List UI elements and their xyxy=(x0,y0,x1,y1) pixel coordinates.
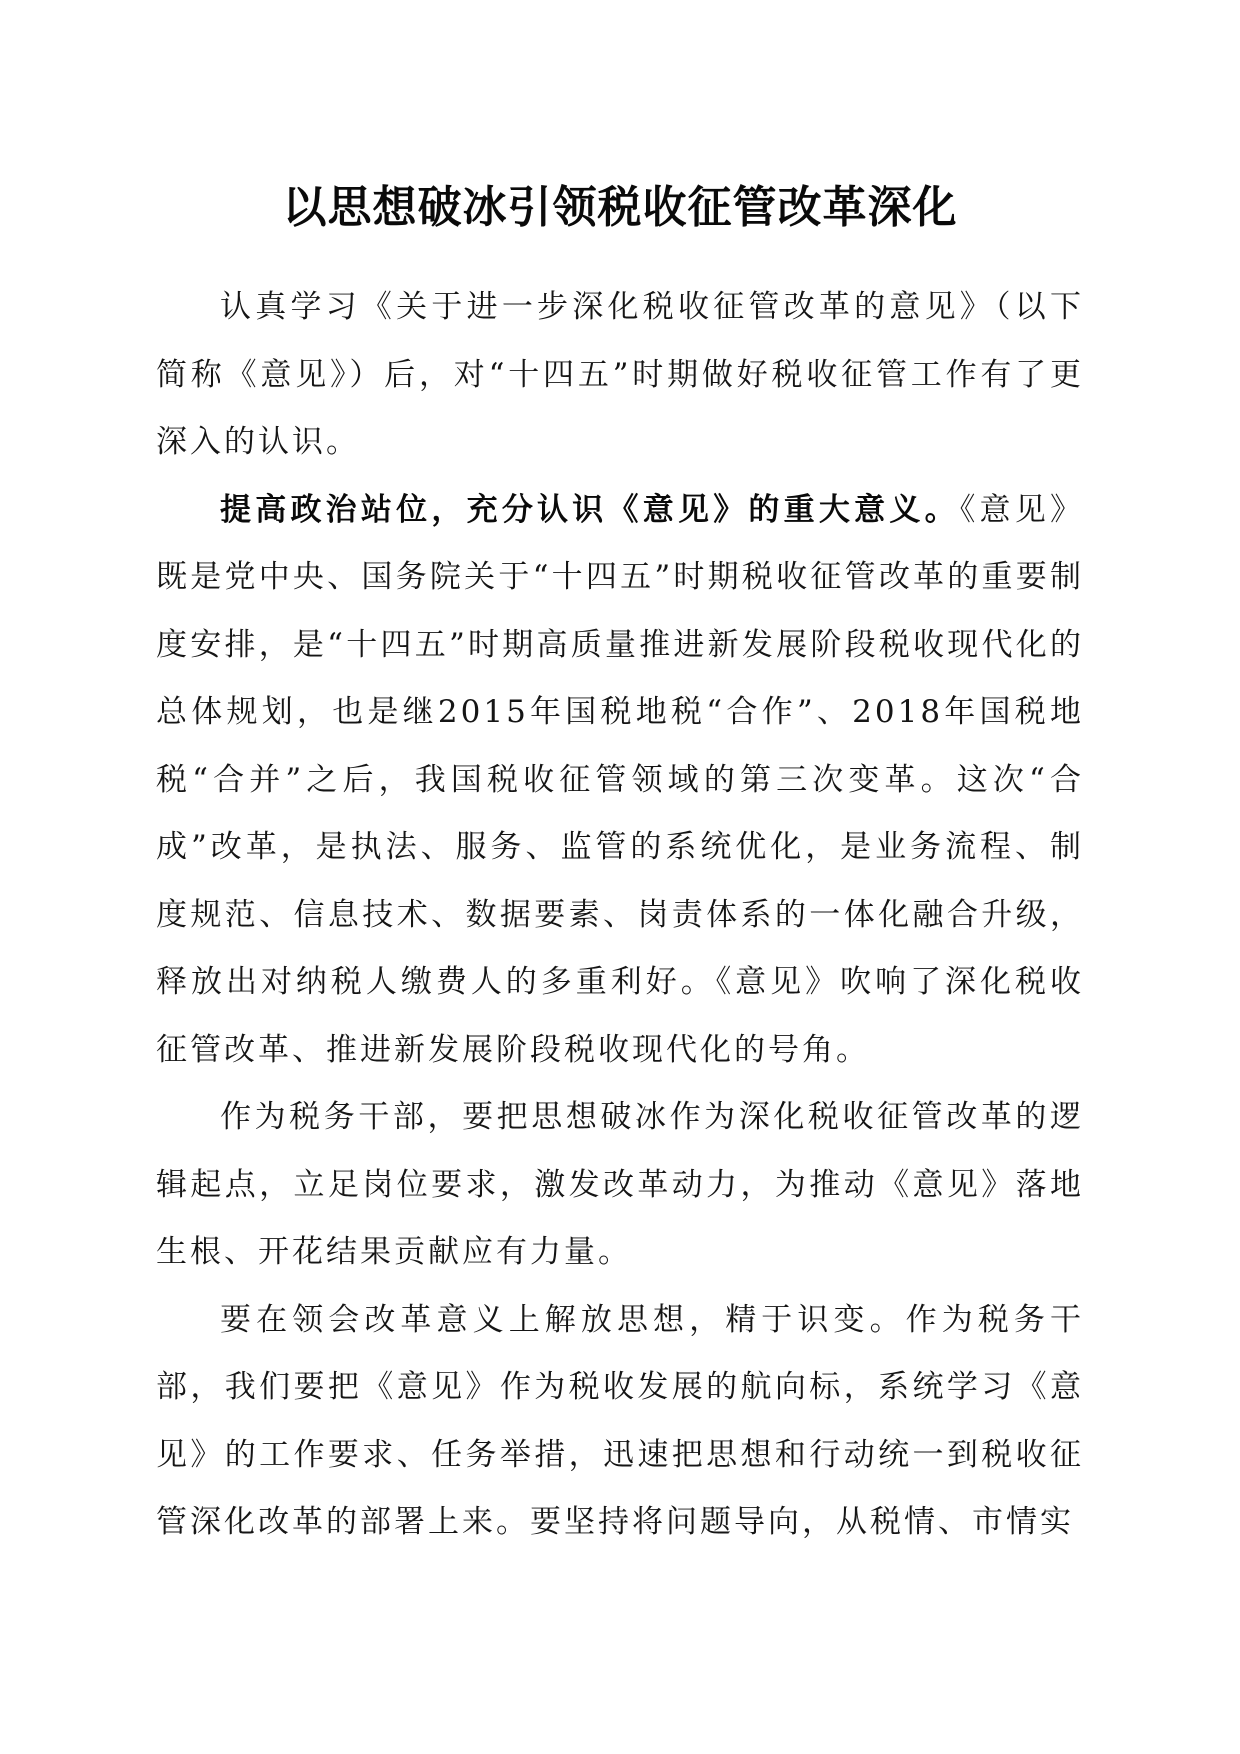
paragraph-text: 作为税务干部，要把思想破冰作为深化税收征管改革的逻辑起点，立足岗位要求，激发改革动力，为推动《意见》落地生根、开花结果贡献应有力量。 xyxy=(156,1099,1084,1270)
paragraph-text: 要在领会改革意义上解放思想，精于识变。作为税务干部，我们要把《意见》作为税收发展的航向标，系统学习《意见》的工作要求、任务举措，迅速把思想和行动统一到税收征管深化改革的部署上来。要坚持将问题导向，从税情、市情实 xyxy=(156,1301,1084,1540)
paragraph-tax-cadre xyxy=(156,1084,1084,1287)
paragraph-emancipate-mind xyxy=(156,1287,1084,1557)
paragraph-intro xyxy=(156,274,1084,477)
document-title: 以思想破冰引领税收征管改革深化 xyxy=(282,182,958,233)
paragraph-text: 认真学习《关于进一步深化税收征管改革的意见》（以下简称《意见》）后，对“十四五”时期做好税收征管工作有了更深入的认识。 xyxy=(156,289,1084,460)
document-body xyxy=(156,274,1084,1557)
paragraph-significance xyxy=(156,477,1084,1085)
paragraph-lead-heading: 提高政治站位，充分认识《意见》的重大意义。 xyxy=(220,491,960,528)
paragraph-text: 《意见》既是党中央、国务院关于“十四五”时期税收征管改革的重要制度安排，是“十四五”时期高质量推进新发展阶段税收现代化的总体规划，也是继2015年国税地税“合作”、2018年国税地税“合并”之后，我国税收征管领域的第三次变革。这次“合成”改革，是执法、服务、监管的系统优化，是业务流程、制度规范、信息技术、数据要素、岗责体系的一体化融合升级，释放出对纳税人缴费人的多重利好。《意见》吹响了深化税收征管改革、推进新发展阶段税收现代化的号角。 xyxy=(156,491,1084,1068)
